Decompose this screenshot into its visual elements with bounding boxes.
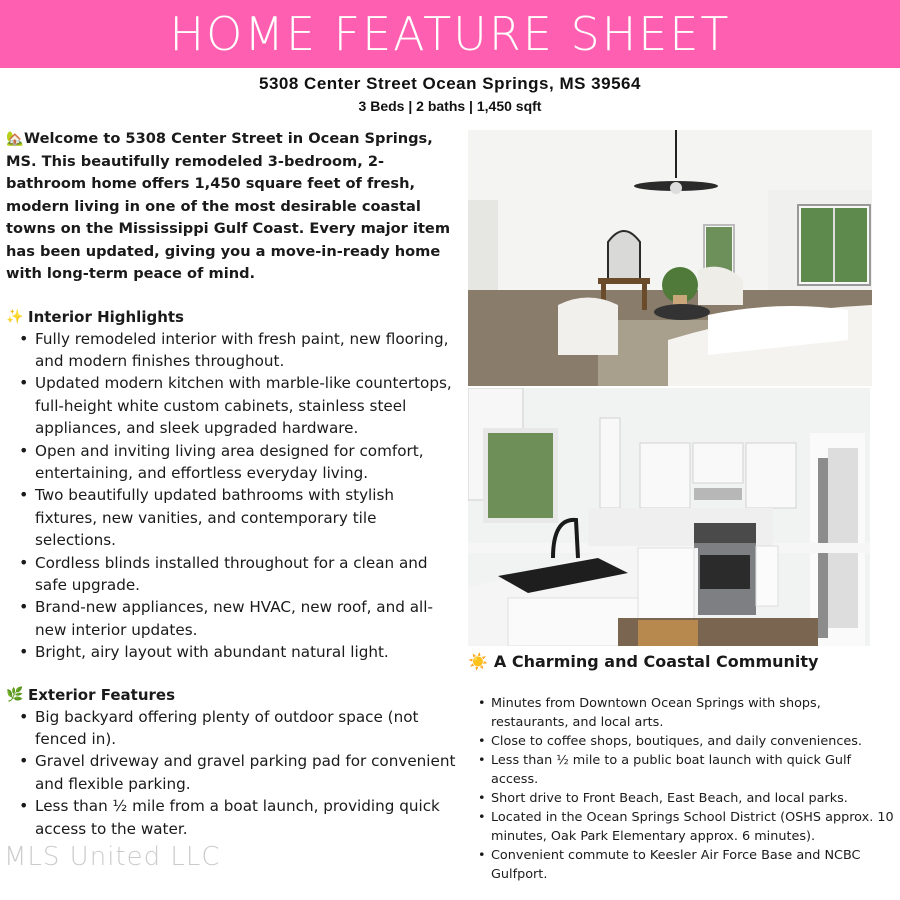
list-item: • Cordless blinds installed throughout for a clean and safe upgrade. [18, 552, 458, 597]
community-list-wrapper [478, 694, 898, 884]
page-title: HOME FEATURE SHEET [169, 7, 731, 61]
mls-watermark: MLS United LLC [4, 842, 221, 872]
list-item: • Located in the Ocean Springs School District (OSHS approx. 10 minutes, Oak Park Elementary approx. 6 minutes). [478, 808, 898, 846]
interior-list [18, 328, 458, 664]
exterior-heading [6, 684, 458, 706]
list-item: • Fully remodeled interior with fresh paint, new flooring, and modern finishes throughout. [18, 328, 458, 373]
list-item: • Gravel driveway and gravel parking pad for convenient and flexible parking. [18, 750, 458, 795]
living-room-photo [468, 130, 872, 386]
community-heading-text: A Charming and Coastal Community [493, 652, 819, 671]
list-item: • Less than ½ mile to a public boat launch with quick Gulf access. [478, 751, 898, 789]
house-icon: 🏡 [6, 131, 24, 147]
list-item: • Open and inviting living area designed for comfort, entertaining, and effortless everyday living. [18, 440, 458, 485]
list-item: • Updated modern kitchen with marble-like countertops, full-height white custom cabinets, stainless steel appliances, and sleek upgraded hardware. [18, 372, 458, 439]
property-specs: 3 Beds | 2 baths | 1,450 sqft [358, 98, 542, 114]
exterior-list [18, 706, 458, 840]
list-item: • Less than ½ mile from a boat launch, providing quick access to the water. [18, 795, 458, 840]
list-item: • Big backyard offering plenty of outdoor space (not fenced in). [18, 706, 458, 751]
left-column [6, 128, 458, 840]
list-item: • Convenient commute to Keesler Air Force Base and NCBC Gulfport. [478, 846, 898, 884]
list-item: • Minutes from Downtown Ocean Springs with shops, restaurants, and local arts. [478, 694, 898, 732]
sparkles-icon: ✨ [6, 308, 24, 325]
interior-heading-text: Interior Highlights [28, 307, 184, 326]
interior-heading [6, 306, 458, 328]
sun-icon: ☀️ [468, 652, 488, 671]
list-item: • Close to coffee shops, boutiques, and daily conveniences. [478, 732, 898, 751]
list-item: • Bright, airy layout with abundant natural light. [18, 641, 458, 663]
list-item: • Short drive to Front Beach, East Beach, and local parks. [478, 789, 898, 808]
leaf-icon: 🌿 [6, 686, 24, 703]
header-banner [0, 0, 900, 68]
property-address: 5308 Center Street Ocean Springs, MS 39564 [259, 74, 641, 93]
intro-text: Welcome to 5308 Center Street in Ocean Springs, MS. This beautifully remodeled 3-bedroom, 2-bathroom home offers 1,450 square feet of fresh, modern living in one of the most desirable coastal towns on the Mississippi Gulf Coast. Every major item has been updated, giving you a move-in-ready home with long-term peace of mind. [6, 130, 451, 282]
exterior-heading-text: Exterior Features [28, 685, 176, 704]
community-list [478, 694, 898, 884]
list-item: • Two beautifully updated bathrooms with stylish fixtures, new vanities, and contemporary tile selections. [18, 484, 458, 551]
kitchen-photo [468, 388, 870, 646]
intro-paragraph [6, 128, 458, 286]
community-heading [468, 652, 818, 671]
list-item: • Brand-new appliances, new HVAC, new roof, and all-new interior updates. [18, 596, 458, 641]
